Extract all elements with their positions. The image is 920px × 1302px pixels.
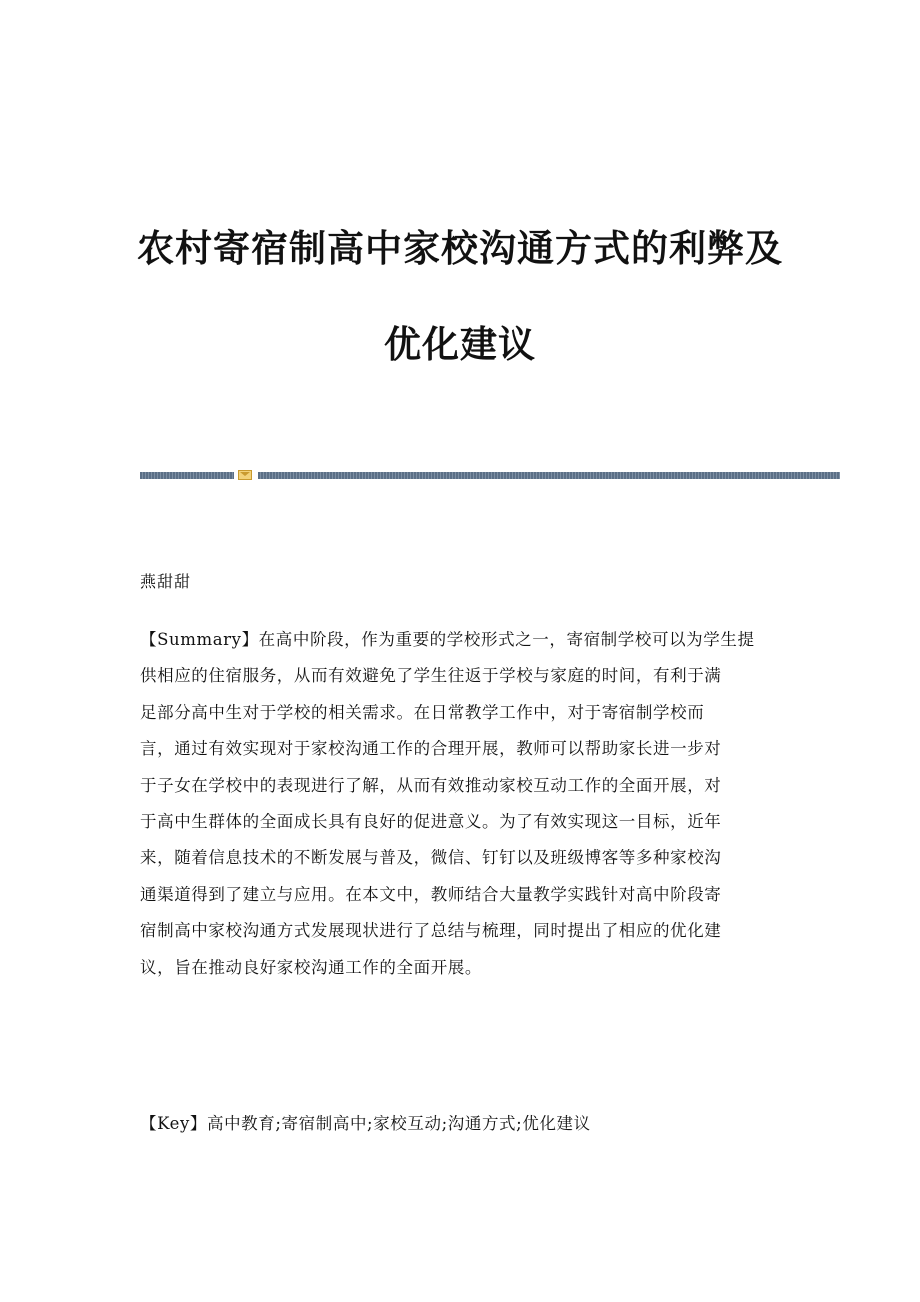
title-divider xyxy=(140,470,840,480)
envelope-icon xyxy=(238,470,252,480)
summary-label: 【Summary】 xyxy=(140,630,259,649)
summary-line: 通渠道得到了建立与应用。在本文中，教师结合大量教学实践针对高中阶段寄 xyxy=(140,884,722,904)
summary-line: 言，通过有效实现对于家校沟通工作的合理开展，教师可以帮助家长进一步对 xyxy=(140,739,722,759)
keywords-text: 高中教育;寄宿制高中;家校互动;沟通方式;优化建议 xyxy=(206,1114,591,1133)
summary-line: 【Summary】在高中阶段，作为重要的学校形式之一，寄宿制学校可以为学生提 xyxy=(140,630,755,649)
divider-bar-right xyxy=(258,472,840,479)
summary-line: 宿制高中家校沟通方式发展现状进行了总结与梳理，同时提出了相应的优化建 xyxy=(140,921,722,941)
document-title-line-1: 农村寄宿制高中家校沟通方式的利弊及 xyxy=(137,226,783,270)
divider-bar-left xyxy=(140,472,234,479)
keywords-label: 【Key】 xyxy=(140,1114,207,1133)
keywords-line xyxy=(140,1110,591,1134)
summary-line: 议，旨在推动良好家校沟通工作的全面开展。 xyxy=(140,957,482,977)
summary-line: 供相应的住宿服务，从而有效避免了学生往返于学校与家庭的时间，有利于满 xyxy=(140,666,722,686)
summary-line: 于高中生群体的全面成长具有良好的促进意义。为了有效实现这一目标，近年 xyxy=(140,812,722,832)
summary-line: 来，随着信息技术的不断发展与普及，微信、钉钉以及班级博客等多种家校沟 xyxy=(140,848,722,868)
summary-line: 于子女在学校中的表现进行了解，从而有效推动家校互动工作的全面开展，对 xyxy=(140,775,722,795)
author-name: 燕甜甜 xyxy=(140,572,192,591)
document-title-line-2: 优化建议 xyxy=(384,322,536,366)
summary-paragraph xyxy=(140,622,780,986)
summary-line: 足部分高中生对于学校的相关需求。在日常教学工作中，对于寄宿制学校而 xyxy=(140,702,705,722)
